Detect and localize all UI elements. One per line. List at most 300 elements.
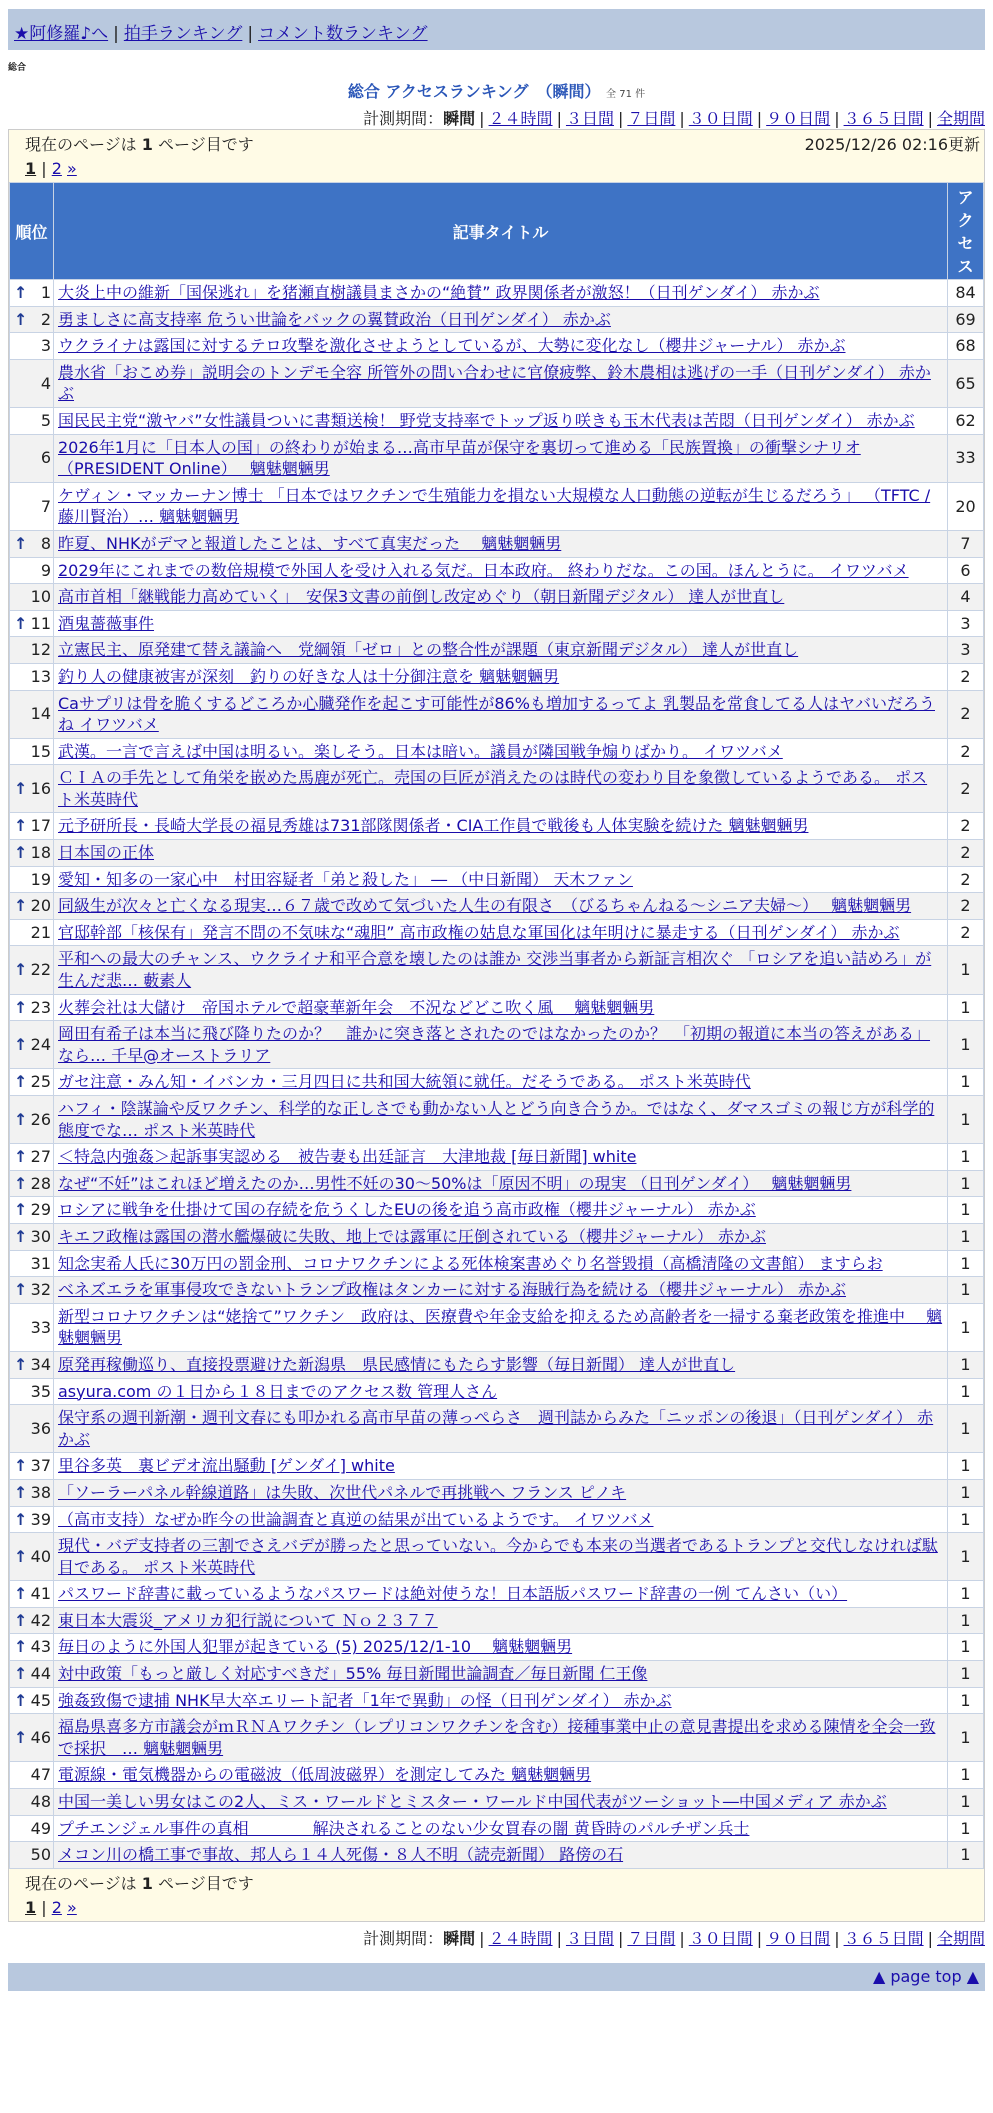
- pager: [25, 159, 980, 178]
- period-link[interactable]: ３日間: [565, 1928, 614, 1948]
- access-count: 1: [948, 1842, 984, 1869]
- table-row: [10, 893, 984, 920]
- period-sep: |: [834, 1928, 840, 1948]
- pager-current: 1: [25, 1897, 37, 1917]
- access-count: 6: [948, 557, 984, 584]
- table-row: [10, 482, 984, 530]
- rank-cell: [10, 434, 54, 482]
- comment-ranking-link[interactable]: コメント数ランキング: [258, 24, 428, 44]
- pager-next[interactable]: »: [67, 159, 77, 178]
- table-row: [10, 1069, 984, 1096]
- rank-number: 48: [30, 1792, 51, 1812]
- title-cell: [54, 1223, 948, 1250]
- access-count: 1: [948, 1506, 984, 1533]
- article-link[interactable]: 知念実希人氏に30万円の罰金刑、コロナワクチンによる死体検案書めぐり名誉毀損（高橋清隆の文書館） ますらお: [58, 1253, 883, 1273]
- access-count: 1: [948, 1021, 984, 1069]
- period-link[interactable]: ９０日間: [766, 1928, 831, 1948]
- up-arrow-icon: ↑: [14, 533, 28, 553]
- period-sep: |: [617, 109, 624, 128]
- rank-number: 15: [30, 741, 51, 761]
- article-link[interactable]: 毎日のように外国人犯罪が起きている (5) 2025/12/1-10 魑魅魍魎男: [58, 1637, 573, 1657]
- access-count: 1: [948, 1634, 984, 1661]
- rank-number: 39: [30, 1509, 51, 1529]
- access-count: 1: [948, 1405, 984, 1453]
- rank-number: 12: [30, 640, 51, 660]
- period-link[interactable]: ２４時間: [488, 1928, 553, 1948]
- table-row: [10, 1250, 984, 1277]
- access-count: 1: [948, 1453, 984, 1480]
- rank-cell: [10, 1687, 54, 1714]
- table-row: [10, 1170, 984, 1197]
- rank-number: 38: [30, 1482, 51, 1502]
- title-cell: [54, 1405, 948, 1453]
- access-count: 1: [948, 1197, 984, 1224]
- table-row: [10, 1453, 984, 1480]
- pager-sep: |: [41, 1897, 47, 1917]
- rank-number: 3: [40, 336, 51, 356]
- access-count: 1: [948, 1762, 984, 1789]
- article-link[interactable]: 新型コロナワクチンは“姥捨て”ワクチン 政府は、医療費や年金支給を抑えるため高齢者を一掃する棄老政策を推進中 魑魅魍魎男: [58, 1306, 943, 1348]
- period-link[interactable]: 全期間: [936, 1928, 985, 1948]
- title-cell: [54, 1197, 948, 1224]
- rank-number: 26: [30, 1109, 51, 1129]
- header-title: 記事タイトル: [54, 183, 948, 280]
- article-link[interactable]: ハフィ・陰謀論や反ワクチン、科学的な正しさでも動かない人とどう向き合うか。ではなく、ダマスゴミの報じ方が科学的態度でな… ポスト米英時代: [58, 1099, 935, 1140]
- access-count: 1: [948, 1714, 984, 1762]
- rank-cell: [10, 1144, 54, 1171]
- pager-page-2[interactable]: 2: [51, 159, 62, 178]
- rank-number: 19: [30, 869, 51, 889]
- period-label: 計測期間：: [363, 109, 444, 128]
- rank-cell: [10, 1842, 54, 1869]
- title-cell: [54, 434, 948, 482]
- rank-number: 27: [30, 1147, 51, 1167]
- period-link[interactable]: ３６５日間: [843, 109, 924, 128]
- article-link[interactable]: なぜ“不妊”はこれほど増えたのか…男性不妊の30〜50%は「原因不明」の現実 （日刊ゲンダイ） 魑魅魍魎男: [58, 1173, 852, 1193]
- access-count: 1: [948, 1170, 984, 1197]
- rank-number: 1: [40, 283, 51, 302]
- article-link[interactable]: 火葬会社は大儲け 帝国ホテルで超豪華新年会 不況などどこ吹く風 魑魅魍魎男: [58, 997, 655, 1017]
- rank-cell: [10, 333, 54, 360]
- ranking-box: [8, 129, 985, 1922]
- period-link[interactable]: ９０日間: [766, 109, 831, 128]
- title-cell: [54, 584, 948, 611]
- article-link[interactable]: 里谷多英 裏ビデオ流出騒動 [ゲンダイ] white: [58, 1456, 395, 1476]
- title-cell: [54, 557, 948, 584]
- page-info-bar: [9, 130, 984, 182]
- access-count: 65: [948, 359, 984, 407]
- table-row: [10, 738, 984, 765]
- rank-number: 36: [30, 1418, 51, 1438]
- up-arrow-icon: ↑: [14, 1482, 28, 1502]
- article-link[interactable]: ウクライナは露国に対するテロ攻撃を激化させようとしているが、大勢に変化なし（櫻井ジャーナル） 赤かぶ: [58, 336, 846, 356]
- title-cell: [54, 407, 948, 434]
- rank-cell: [10, 813, 54, 840]
- rank-cell: [10, 557, 54, 584]
- article-link[interactable]: 官邸幹部「核保有」発言不問の不気味な“魂胆” 高市政権の姑息な軍国化は年明けに暴走する（日刊ゲンダイ） 赤かぶ: [58, 922, 900, 942]
- rank-number: 16: [30, 779, 51, 799]
- access-count: 1: [948, 1250, 984, 1277]
- rank-cell: [10, 893, 54, 920]
- title-cell: [54, 765, 948, 813]
- access-count: 1: [948, 1479, 984, 1506]
- title-cell: [54, 663, 948, 690]
- up-arrow-icon: ↑: [14, 1354, 28, 1374]
- article-link[interactable]: パスワード辞書に載っているようなパスワードは絶対使うな！日本語版パスワード辞書の一例 てんさい（い）: [58, 1584, 848, 1604]
- pager: [25, 1898, 980, 1917]
- article-link[interactable]: キエフ政権は露国の潜水艦爆破に失敗、地上では露軍に圧倒されている（櫻井ジャーナル） 赤かぶ: [58, 1226, 766, 1246]
- period-sep: |: [617, 1928, 624, 1948]
- access-count: 1: [948, 946, 984, 994]
- access-count: 2: [948, 738, 984, 765]
- period-sep: |: [479, 1928, 485, 1948]
- rank-number: 45: [30, 1690, 51, 1710]
- table-row: [10, 1661, 984, 1688]
- rank-number: 34: [30, 1354, 51, 1374]
- table-row: [10, 530, 984, 557]
- table-row: [10, 1687, 984, 1714]
- up-arrow-icon: ↑: [14, 960, 28, 980]
- rank-number: 46: [30, 1728, 51, 1748]
- table-row: [10, 866, 984, 893]
- rank-cell: [10, 1223, 54, 1250]
- rank-cell: [10, 1405, 54, 1453]
- article-link[interactable]: 元予研所長・長崎大学長の福見秀雄は731部隊関係者・CIA工作員で戦後も人体実験を続けた 魑魅魍魎男: [58, 816, 809, 836]
- article-link[interactable]: 釣り人の健康被害が深刻 釣りの好きな人は十分御注意を 魑魅魍魎男: [58, 666, 560, 686]
- article-link[interactable]: 酒鬼薔薇事件: [58, 613, 155, 633]
- up-arrow-icon: ↑: [14, 283, 28, 302]
- rank-number: 32: [30, 1280, 51, 1300]
- pager-page-2[interactable]: 2: [51, 1897, 62, 1917]
- table-row: [10, 333, 984, 360]
- rank-cell: [10, 1815, 54, 1842]
- up-arrow-icon: ↑: [14, 1584, 28, 1604]
- table-row: [10, 1378, 984, 1405]
- access-count: 1: [948, 1815, 984, 1842]
- rank-cell: [10, 946, 54, 994]
- applause-ranking-link[interactable]: 拍手ランキング: [123, 24, 243, 44]
- period-link[interactable]: ３日間: [565, 109, 614, 128]
- header-access: アクセス: [948, 183, 984, 280]
- rank-number: 9: [40, 560, 51, 580]
- period-sep: |: [479, 109, 485, 128]
- pager-next[interactable]: »: [67, 1897, 77, 1917]
- title-cell: [54, 1096, 948, 1144]
- article-link[interactable]: 2029年にこれまでの数倍規模で外国人を受け入れる気だ。日本政府。 終わりだな。この国。ほんとうに。 イワツバメ: [58, 560, 909, 580]
- rank-cell: [10, 482, 54, 530]
- article-link[interactable]: ＣＩＡの手先として角栄を嵌めた馬鹿が死亡。売国の巨匠が消えたのは時代の変わり目を象徴しているようである。 ポスト米英時代: [58, 768, 928, 809]
- top-nav: [8, 9, 985, 50]
- rank-cell: [10, 1714, 54, 1762]
- title-cell: [54, 813, 948, 840]
- article-link[interactable]: 高市首相「継戦能力高めていく」 安保3文書の前倒し改定めぐり（朝日新聞デジタル） 達人が世直し: [58, 587, 785, 607]
- table-row: [10, 1405, 984, 1453]
- article-link[interactable]: 武漢。一言で言えば中国は明るい。楽しそう。日本は暗い。議員が隣国戦争煽りばかり。 イワツバメ: [58, 741, 783, 761]
- rank-cell: [10, 690, 54, 738]
- rank-cell: [10, 280, 54, 307]
- article-link[interactable]: ＜特急内強姦＞起訴事実認める 被告妻も出廷証言 大津地裁 [毎日新聞] white: [58, 1147, 637, 1167]
- table-row: [10, 1096, 984, 1144]
- rank-number: 42: [30, 1610, 51, 1630]
- access-count: 2: [948, 919, 984, 946]
- updated-time: 2025/12/26 02:16更新: [804, 135, 980, 154]
- access-count: 2: [948, 840, 984, 867]
- rank-cell: [10, 1170, 54, 1197]
- page-info: 現在のページは 1 ページ目です: [25, 135, 254, 154]
- title-cell: [54, 1479, 948, 1506]
- rank-cell: [10, 919, 54, 946]
- rank-cell: [10, 530, 54, 557]
- title-cell: [54, 1815, 948, 1842]
- title-cell: [54, 1170, 948, 1197]
- rank-cell: [10, 765, 54, 813]
- access-count: 2: [948, 813, 984, 840]
- article-link[interactable]: メコン川の橋工事で事故、邦人ら１４人死傷・８人不明（読売新聞） 路傍の石: [58, 1845, 624, 1865]
- article-link[interactable]: 2026年1月に「日本人の国」の終わりが始まる…高市早苗が保守を裏切って進める「民族置換」の衝撃シナリオ （PRESIDENT Online） 魑魅魍魎男: [58, 437, 861, 479]
- access-count: 2: [948, 866, 984, 893]
- title-cell: [54, 994, 948, 1021]
- rank-cell: [10, 637, 54, 664]
- rank-cell: [10, 1506, 54, 1533]
- title-cell: [54, 1581, 948, 1608]
- access-count: 3: [948, 610, 984, 637]
- pager-sep: |: [41, 159, 47, 178]
- rank-cell: [10, 1762, 54, 1789]
- rank-number: 14: [30, 704, 51, 724]
- article-link[interactable]: 中国一美しい男女はこの2人、ミス・ワールドとミスター・ワールド中国代表がツーショット―中国メディア 赤かぶ: [58, 1792, 887, 1812]
- access-count: 20: [948, 482, 984, 530]
- rank-number: 29: [30, 1200, 51, 1220]
- rank-cell: [10, 840, 54, 867]
- title-cell: [54, 1351, 948, 1378]
- article-link[interactable]: 岡田有希子は本当に飛び降りたのか？ 誰かに突き落とされたのではなかったのか？ 「初期の報道に本当の答えがある」なら… 千早@オーストラリア: [58, 1024, 931, 1065]
- rank-cell: [10, 1789, 54, 1816]
- access-count: 1: [948, 994, 984, 1021]
- access-count: 7: [948, 530, 984, 557]
- access-count: 62: [948, 407, 984, 434]
- title-cell: [54, 738, 948, 765]
- rank-number: 30: [30, 1226, 51, 1246]
- title-cell: [54, 1687, 948, 1714]
- rank-cell: [10, 359, 54, 407]
- rank-number: 37: [30, 1456, 51, 1476]
- table-row: [10, 637, 984, 664]
- table-row: [10, 690, 984, 738]
- table-row: [10, 306, 984, 333]
- rank-cell: [10, 584, 54, 611]
- article-link[interactable]: 対中政策「もっと厳しく対応すべきだ」55% 毎日新聞世論調査／毎日新聞 仁王像: [58, 1664, 648, 1684]
- access-count: 1: [948, 1069, 984, 1096]
- article-link[interactable]: ガセ注意・みん知・イバンカ・三月四日に共和国大統領に就任。だそうである。 ポスト米英時代: [58, 1072, 751, 1092]
- access-count: 1: [948, 1096, 984, 1144]
- up-arrow-icon: ↑: [14, 843, 28, 863]
- table-row: [10, 610, 984, 637]
- article-link[interactable]: 平和への最大のチャンス、ウクライナ和平合意を壊したのは誰か 交渉当事者から新証言相次ぐ 「ロシアを追い詰めろ」が生んだ悲… 藪素人: [58, 949, 932, 991]
- title-cell: [54, 1021, 948, 1069]
- rank-number: 8: [40, 533, 51, 553]
- rank-number: 35: [30, 1381, 51, 1401]
- period-link[interactable]: ３０日間: [688, 109, 753, 128]
- period-selector: [8, 106, 985, 129]
- article-link[interactable]: 原発再稼働巡り、直接投票避けた新潟県 県民感情にもたらす影響（毎日新聞） 達人が世直し: [58, 1354, 736, 1374]
- article-link[interactable]: 愛知・知多の一家心中 村田容疑者「弟と殺した」 ― （中日新聞） 天木ファン: [58, 869, 633, 889]
- rank-number: 31: [30, 1253, 51, 1273]
- rank-cell: [10, 1378, 54, 1405]
- page-title: [8, 79, 985, 102]
- up-arrow-icon: ↑: [14, 896, 28, 916]
- table-row: [10, 434, 984, 482]
- rank-cell: [10, 994, 54, 1021]
- access-count: 1: [948, 1661, 984, 1688]
- article-link[interactable]: Caサプリは骨を脆くするどころか心臓発作を起こす可能性が86%も増加するってよ 乳製品を常食してる人はヤバいだろうね イワツバメ: [58, 693, 935, 735]
- up-arrow-icon: ↑: [14, 816, 28, 836]
- period-sep: |: [927, 1928, 933, 1948]
- title-cell: [54, 610, 948, 637]
- table-row: [10, 1223, 984, 1250]
- title-cell: [54, 482, 948, 530]
- access-count: 1: [948, 1789, 984, 1816]
- title-cell: [54, 1762, 948, 1789]
- rank-number: 18: [30, 843, 51, 863]
- rank-number: 13: [30, 666, 51, 686]
- table-row: [10, 359, 984, 407]
- rank-number: 20: [30, 896, 51, 916]
- article-link[interactable]: 日本国の正体: [58, 843, 155, 863]
- footer-bar: [8, 1963, 985, 1991]
- rank-cell: [10, 306, 54, 333]
- article-link[interactable]: 福島県喜多方市議会がｍＲＮＡワクチン（レプリコンワクチンを含む）接種事業中止の意見書提出を求める陳情を全会一致で採択 … 魑魅魍魎男: [58, 1717, 936, 1758]
- up-arrow-icon: ↑: [14, 1109, 28, 1129]
- article-link[interactable]: 国民民主党“激ヤバ”女性議員ついに書類送検！ 野党支持率でトップ返り咲きも玉木代表は苦悶（日刊ゲンダイ） 赤かぶ: [58, 410, 915, 430]
- table-row: [10, 280, 984, 307]
- rank-number: 2: [40, 309, 51, 329]
- rank-cell: [10, 407, 54, 434]
- article-link[interactable]: ケヴィン・マッカーナン博士 「日本ではワクチンで生殖能力を損ない大規模な人口動態の逆転が生じるだろう」 （TFTC / 藤川賢治）… 魑魅魍魎男: [58, 485, 931, 527]
- nav-sep: |: [113, 24, 119, 44]
- article-link[interactable]: ベネズエラを軍事侵攻できないトランプ政権はタンカーに対する海賊行為を続ける（櫻井ジャーナル） 赤かぶ: [58, 1280, 846, 1300]
- table-row: [10, 663, 984, 690]
- up-arrow-icon: ↑: [14, 309, 28, 329]
- article-link[interactable]: 農水省「おこめ券」説明会のトンデモ全容 所管外の問い合わせに官僚疲弊、鈴木農相は逃げの一手（日刊ゲンダイ） 赤かぶ: [58, 362, 931, 404]
- up-arrow-icon: ↑: [14, 1200, 28, 1220]
- up-arrow-icon: ↑: [14, 1690, 28, 1710]
- table-row: [10, 1144, 984, 1171]
- rank-number: 33: [30, 1317, 51, 1337]
- table-row: [10, 1479, 984, 1506]
- access-count: 1: [948, 1351, 984, 1378]
- access-count: 2: [948, 893, 984, 920]
- access-count: 84: [948, 280, 984, 307]
- article-link[interactable]: 電源線・電気機器からの電磁波（低周波磁界）を測定してみた 魑魅魍魎男: [58, 1765, 592, 1785]
- article-link[interactable]: 「ソーラーパネル幹線道路」は失敗、次世代パネルで再挑戦へ フランス ピノキ: [58, 1482, 627, 1502]
- period-link[interactable]: ３０日間: [688, 1928, 753, 1948]
- home-link[interactable]: ★阿修羅♪へ: [14, 24, 109, 44]
- title-cell: [54, 1277, 948, 1304]
- page-top-link[interactable]: ▲ page top ▲: [872, 1966, 979, 1986]
- title-cell: [54, 280, 948, 307]
- title-cell: [54, 946, 948, 994]
- access-count: 69: [948, 306, 984, 333]
- ranking-table: [9, 182, 984, 1869]
- rank-cell: [10, 1096, 54, 1144]
- article-link[interactable]: 勇ましさに高支持率 危うい世論をバックの翼賛政治（日刊ゲンダイ） 赤かぶ: [58, 309, 611, 329]
- period-link[interactable]: ３６５日間: [843, 1928, 924, 1948]
- period-link[interactable]: ７日間: [627, 1928, 676, 1948]
- title-cell: [54, 1607, 948, 1634]
- table-header-row: [10, 183, 984, 280]
- rank-number: 11: [30, 613, 51, 633]
- rank-number: 50: [30, 1845, 51, 1865]
- access-count: 2: [948, 663, 984, 690]
- period-link[interactable]: ２４時間: [488, 109, 553, 128]
- table-row: [10, 1303, 984, 1351]
- access-count: 4: [948, 584, 984, 611]
- access-count: 33: [948, 434, 984, 482]
- rank-number: 22: [30, 960, 51, 980]
- title-cell: [54, 637, 948, 664]
- article-link[interactable]: 強姦致傷で逮捕 NHK早大卒エリート記者「1年で異動」の怪（日刊ゲンダイ） 赤かぶ: [58, 1690, 672, 1710]
- header-rank: 順位: [10, 183, 54, 280]
- rank-cell: [10, 1453, 54, 1480]
- rank-cell: [10, 1351, 54, 1378]
- article-link[interactable]: （高市支持）なぜか昨今の世論調査と真逆の結果が出ているようです。 イワツバメ: [58, 1509, 654, 1529]
- article-link[interactable]: 昨夏、NHKがデマと報道したことは、すべて真実だった 魑魅魍魎男: [58, 533, 562, 553]
- article-link[interactable]: 現代・バデ支持者の三割でさえバデが勝ったと思っていない。今からでも本来の当選者であるトランプと交代しなければ駄目である。 ポスト米英時代: [58, 1536, 938, 1577]
- article-link[interactable]: 大炎上中の維新「国保逃れ」を猪瀬直樹議員まさかの“絶賛” 政界関係者が激怒！（日刊ゲンダイ） 赤かぶ: [58, 283, 820, 302]
- period-sep: |: [927, 109, 933, 128]
- up-arrow-icon: ↑: [14, 613, 28, 633]
- rank-number: 17: [30, 816, 51, 836]
- rank-cell: [10, 1250, 54, 1277]
- rank-number: 28: [30, 1173, 51, 1193]
- article-link[interactable]: 東日本大震災_アメリカ犯行説について Ｎｏ２３７７: [58, 1610, 438, 1630]
- page-info: 現在のページは 1 ページ目です: [25, 1873, 254, 1893]
- up-arrow-icon: ↑: [14, 1546, 28, 1566]
- period-link[interactable]: ７日間: [627, 109, 676, 128]
- article-link[interactable]: プチエンジェル事件の真相 解決されることのない少女買春の闇 黄昏時のパルチザン兵士: [58, 1818, 750, 1838]
- table-row: [10, 1607, 984, 1634]
- title-cell: [54, 359, 948, 407]
- title-cell: [54, 1453, 948, 1480]
- article-link[interactable]: asyura.com の１日から１８日までのアクセス数 管理人さん: [58, 1381, 498, 1401]
- rank-number: 23: [30, 997, 51, 1017]
- rank-cell: [10, 663, 54, 690]
- access-count: 1: [948, 1303, 984, 1351]
- ranking-title: 総合 アクセスランキング （瞬間）: [347, 82, 601, 101]
- rank-cell: [10, 610, 54, 637]
- title-cell: [54, 1661, 948, 1688]
- article-link[interactable]: ロシアに戦争を仕掛けて国の存続を危うくしたEUの後を追う高市政権（櫻井ジャーナル） 赤かぶ: [58, 1200, 756, 1220]
- table-row: [10, 1197, 984, 1224]
- period-current: 瞬間: [443, 109, 476, 128]
- access-count: 68: [948, 333, 984, 360]
- article-link[interactable]: 同級生が次々と亡くなる現実…６７歳で改めて気づいた人生の有限さ （びるちゃんねる〜シニア夫婦〜） 魑魅魍魎男: [58, 896, 912, 916]
- rank-number: 6: [40, 448, 51, 468]
- period-sep: |: [556, 109, 562, 128]
- period-sep: |: [756, 109, 763, 128]
- period-link[interactable]: 全期間: [936, 109, 985, 128]
- table-row: [10, 1533, 984, 1581]
- article-link[interactable]: 保守系の週刊新潮・週刊文春にも叩かれる高市早苗の薄っぺらさ 週刊誌からみた「ニッポンの後退」（日刊ゲンダイ） 赤かぶ: [58, 1408, 934, 1449]
- table-row: [10, 1714, 984, 1762]
- rank-cell: [10, 1069, 54, 1096]
- rank-number: 7: [40, 496, 51, 516]
- period-sep: |: [556, 1928, 562, 1948]
- article-link[interactable]: 立憲民主、原発建て替え議論へ 党綱領「ゼロ」との整合性が課題（東京新聞デジタル） 達人が世直し: [58, 640, 799, 660]
- title-cell: [54, 866, 948, 893]
- up-arrow-icon: ↑: [14, 1728, 28, 1748]
- period-sep: |: [834, 109, 840, 128]
